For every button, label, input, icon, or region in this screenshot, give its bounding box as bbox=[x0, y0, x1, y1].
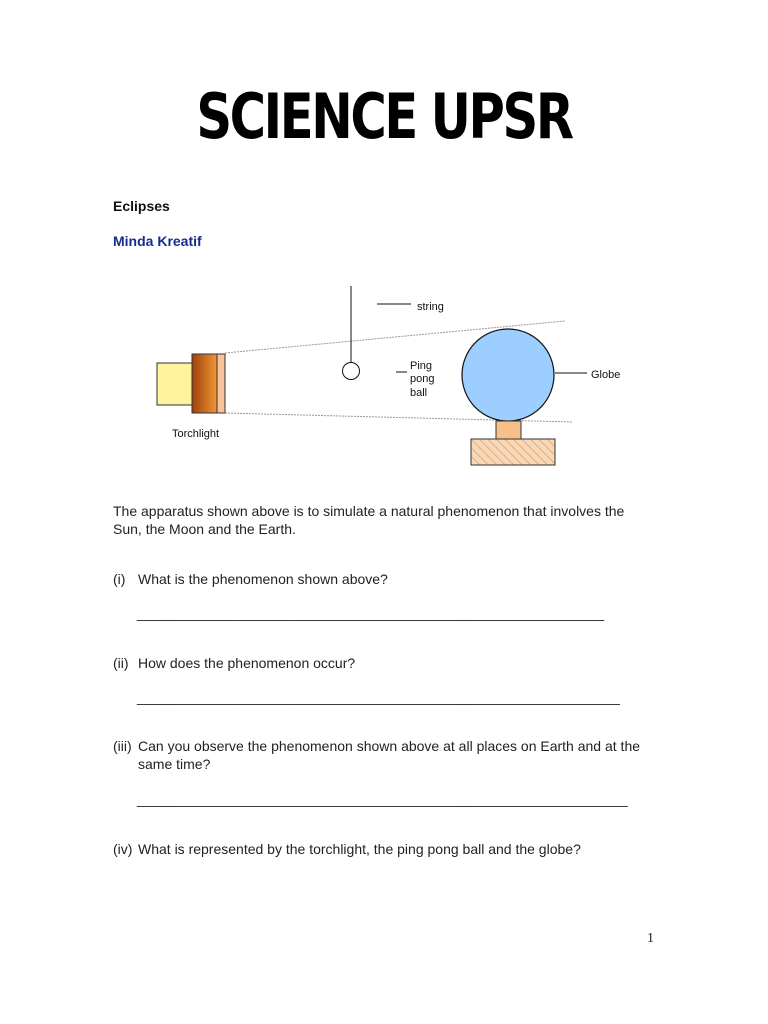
ball-label-1: Ping bbox=[410, 360, 433, 372]
question-number: (i) bbox=[113, 571, 126, 587]
torch-lens bbox=[217, 354, 225, 413]
question-1 bbox=[113, 570, 658, 588]
page-number: 1 bbox=[647, 931, 654, 946]
question-text: Can you observe the phenomenon shown above at all places on Earth and at the same time? bbox=[138, 738, 641, 772]
question-2 bbox=[113, 654, 658, 672]
intro-paragraph: The apparatus shown above is to simulate a natural phenomenon that involves the Sun, the Moon and the Earth. bbox=[113, 503, 625, 537]
ball-label-3: ball bbox=[410, 387, 428, 399]
ping-pong-ball bbox=[343, 363, 360, 380]
globe-label: Globe bbox=[591, 369, 621, 381]
eclipse-apparatus-diagram bbox=[150, 280, 621, 475]
torch-head bbox=[192, 354, 218, 413]
answer-line-3[interactable]: _______________________________________________________________ bbox=[137, 791, 628, 807]
question-number: (ii) bbox=[113, 655, 129, 671]
torch-body bbox=[157, 363, 192, 405]
question-number: (iii) bbox=[113, 738, 132, 754]
answer-line-1[interactable]: ____________________________________________________________ bbox=[137, 605, 605, 621]
answer-line-2[interactable]: ______________________________________________________________ bbox=[137, 689, 620, 705]
section-heading: Eclipses bbox=[113, 198, 170, 214]
string-label: string bbox=[417, 301, 444, 313]
torchlight-label: Torchlight bbox=[172, 428, 220, 440]
question-text: How does the phenomenon occur? bbox=[138, 655, 356, 671]
page-title: SCIENCE UPSR bbox=[196, 80, 572, 153]
globe-stand-base bbox=[471, 439, 555, 465]
ball-label-2: pong bbox=[410, 373, 435, 385]
globe-stand-neck bbox=[496, 421, 521, 439]
globe bbox=[462, 329, 554, 421]
subsection-heading: Minda Kreatif bbox=[113, 233, 202, 249]
question-text: What is represented by the torchlight, the ping pong ball and the globe? bbox=[138, 841, 581, 857]
question-4 bbox=[113, 840, 658, 858]
question-number: (iv) bbox=[113, 841, 133, 857]
question-3 bbox=[113, 737, 658, 773]
question-text: What is the phenomenon shown above? bbox=[138, 571, 388, 587]
